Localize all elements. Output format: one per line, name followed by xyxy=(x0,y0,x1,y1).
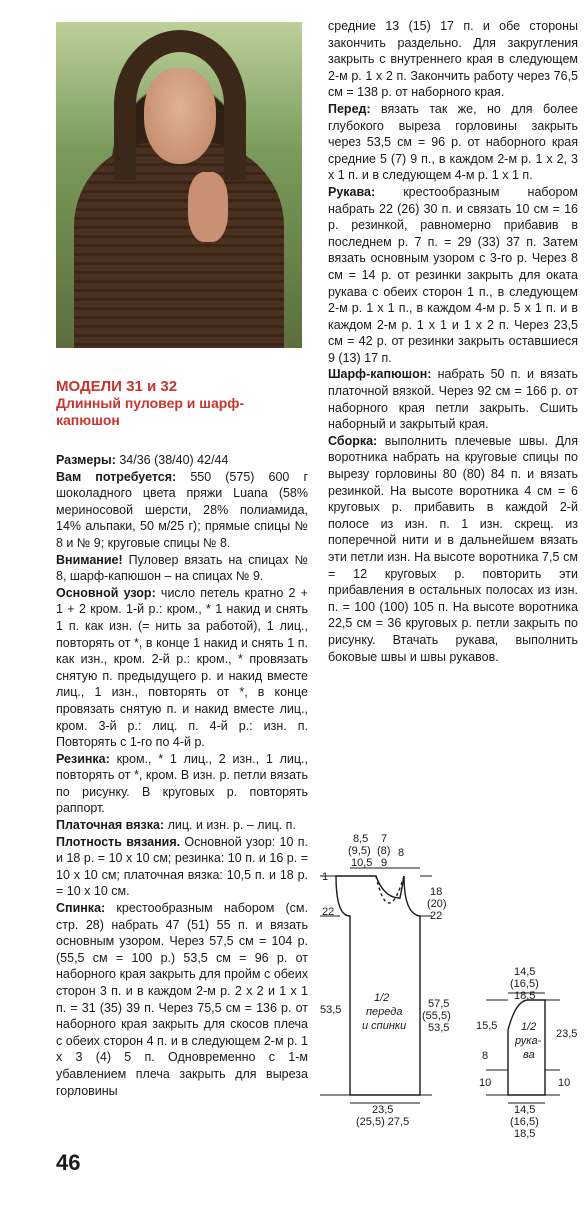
dim-right-535: 53,5 xyxy=(428,1022,450,1034)
dim-right-18: 18 xyxy=(430,886,443,898)
sleeve-bottom-3: 18,5 xyxy=(514,1128,536,1140)
paragraph: Основной узор: число петель кратно 2 + 1 + 2 кром. 1-й р.: кром., * 1 накид и снять 1 п. как изн. (= нить за работой), 1 лиц., повторять от *, в конце 1 накид и снять 1 п. как изн., кром. 2-й р.: кром., * провязать снятую п. предыдущего р. и накид вместе лиц., 1 изн., повторять от *, в конце провязать снятую п. и накид вместе лиц., кром. 3-й р.: лиц. п. 4-й р.: изн. п. Повторять с 1-го по 4-й р. xyxy=(56,585,308,750)
label-half: 1/2 xyxy=(374,992,390,1004)
paragraph: средние 13 (15) 17 п. и обе стороны закончить раздельно. Для закругления закрыть с внутреннего края в следующем 2-м р. 1 х 2 п. Закончить работу через 76,5 см = 138 р. от наборного края. xyxy=(328,19,578,100)
models-subtitle-line1: Длинный пуловер и шарф- xyxy=(56,395,245,411)
sleeve-bottom-2: (16,5) xyxy=(510,1116,539,1128)
sleeve-top-2: (16,5) xyxy=(510,978,539,990)
sleeve-outline xyxy=(508,1000,545,1095)
dim-left-1: 1 xyxy=(322,871,329,883)
dim-top-b2: (8) xyxy=(377,845,391,857)
sleeve-top-3: 18,5 xyxy=(514,990,536,1002)
paragraph: Внимание! Пуловер вязать на спицах № 8, шарф-капюшон – на спицах № 9. xyxy=(56,552,308,584)
paragraph: Сборка: выполнить плечевые швы. Для воротника набрать на круговые спицы по вырезу горловины 80 (80) 84 п. и вязать резинкой. На высоте воротника 4 см = 6 круговых р. прибавить в каждой 2-й полосе из изн. п. 1 изн. скрещ. из поперечной нити и в дальнейшем вязать эти петли изн. На высоте воротника 7,5 см = 12 круговых р. повторить эти прибавления в остальных полосах из изн. п. = 100 (100) 105 п. На высоте воротника 22,5 см = 36 круговых р. петли закрыть по рисунку. Втачать рукава, выполнить боковые швы и швы рукавов. xyxy=(328,433,578,664)
dim-top-a3: 10,5 xyxy=(351,857,373,869)
label-back: и спинки xyxy=(362,1020,407,1032)
paragraph: Перед: вязать так же, но для более глубокого выреза горловины закрыть через 53,5 см = 96 р. от наборного края средние 5 (7) 9 п., в каждом 2-м р. 1 х 2, 3 х 1 п. и в следующем 4-м р. 1 х 1 п. xyxy=(328,101,578,183)
sleeve-right-10: 10 xyxy=(558,1077,571,1089)
models-subtitle-line2: капюшон xyxy=(56,412,120,428)
sleeve-schematic xyxy=(486,993,560,1103)
dim-right-20: (20) xyxy=(427,898,447,910)
dim-right-55: (55,5) xyxy=(422,1010,451,1022)
paragraph: Шарф-капюшон: набрать 50 п. и вязать платочной вязкой. Через 92 см = 166 р. от наборного края петли закрыть. Сшить наборный и закрытый края. xyxy=(328,367,578,432)
dim-top-b3: 9 xyxy=(381,857,388,869)
paragraph: Спинка: крестообразным набором (см. стр. 28) набрать 47 (51) 55 п. и вязать основным узором. Через 57,5 см = 104 р. (55,5 см = 100 р.) 53,5 см = 96 р. от наборного края закрыть для пройм с обеих сторон 3 п. и в каждом 2-м р. 2 х 2 и 1 х 1 п. = 31 (35) 39 п. Через 75,5 см = 136 р. от наборного края закрыть для скосов плеча с обеих сторон 4 п. и в следующем 2-м р. 1 х 3 (4) 5 п. Одновременно с 1-м убавлением плеча закрыть для выреза горловины xyxy=(56,901,308,1098)
page-number: 46 xyxy=(56,1150,81,1175)
dim-left-22: 22 xyxy=(322,906,335,918)
dim-top-a: 8,5 xyxy=(353,833,369,845)
sleeve-label-half: 1/2 xyxy=(521,1021,537,1033)
label-front: переда xyxy=(366,1006,403,1018)
sleeve-right-235: 23,5 xyxy=(556,1028,578,1040)
sleeve-label-2: ва xyxy=(523,1049,535,1061)
paragraph: Вам потребуется: 550 (575) 600 г шоколадного цвета пряжи Luana (58% мериносовой шерсти, 28% полиамида, 14% альпаки, 50 м/25 г); прямые спицы № 8 и № 9; круговые спицы № 8. xyxy=(56,469,309,550)
body-outline xyxy=(336,876,420,1095)
body-schematic xyxy=(320,868,432,1103)
models-title: МОДЕЛИ 31 и 32 xyxy=(56,378,178,395)
sleeve-left-10: 10 xyxy=(479,1077,492,1089)
dim-top-c: 8 xyxy=(398,847,405,859)
paragraph: Размеры: 34/36 (38/40) 42/44 xyxy=(56,453,229,467)
dim-bottom-2: (25,5) 27,5 xyxy=(356,1116,410,1128)
sleeve-left-8: 8 xyxy=(482,1050,489,1062)
body-dashed-front xyxy=(376,876,404,903)
paragraph: Резинка: кром., * 1 лиц., 2 изн., 1 лиц., повторять от *, кром. В изн. р. петли вязать по рисунку. В круговых р. повторять раппорт. xyxy=(56,751,308,816)
sleeve-top-1: 14,5 xyxy=(514,966,536,978)
dim-right-57: 57,5 xyxy=(428,998,450,1010)
paragraph: Плотность вязания. Основной узор: 10 п. и 18 р. = 10 х 10 см; резинка: 10 п. и 16 р. = 10 х 10 см; платочная вязка: 10,5 п. и 18 р. = 10 х 10 см. xyxy=(56,834,308,899)
dim-left-53: 53,5 xyxy=(320,1004,342,1016)
dim-top-a2: (9,5) xyxy=(348,845,371,857)
sleeve-left-155: 15,5 xyxy=(476,1020,498,1032)
dim-right-22: 22 xyxy=(430,910,443,922)
paragraph: Платочная вязка: лиц. и изн. р. – лиц. п. xyxy=(56,818,296,833)
dim-top-b: 7 xyxy=(381,833,388,845)
sleeve-label-1: рука- xyxy=(515,1035,542,1047)
dim-bottom-1: 23,5 xyxy=(372,1104,394,1116)
paragraph: Рукава: крестообразным набором набрать 22 (26) 30 п. и связать 10 см = 16 р. резинкой, равномерно прибавив в последнем р. 7 п. = 29 (33) 37 п. Затем вязать основным узором с 3-го р. Через 8 см = 14 р. от резинки закрыть для оката рукава с обеих сторон 1 п., в следующем 2-м р. 1 х 1 п., в каждом 4-м р. 5 х 1 п. и в каждом 2-м р. 1 х 1 и 1 х 2 п. Через 23,5 см = 42 р. от резинки закрыть оставшиеся 9 (13) 17 п. xyxy=(328,184,578,365)
sleeve-bottom-1: 14,5 xyxy=(514,1104,536,1116)
